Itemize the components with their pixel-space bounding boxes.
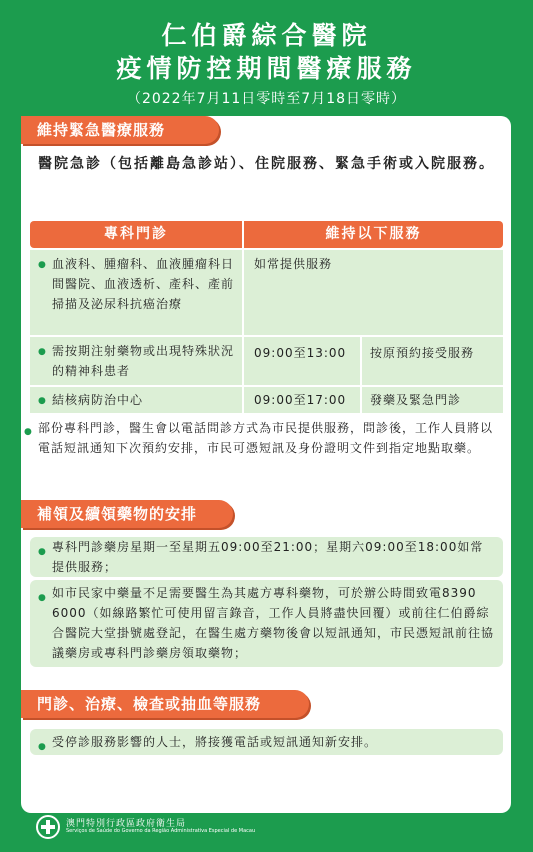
section-heading-outpatient: 門診、治療、檢查或抽血等服務 [21, 690, 309, 718]
row-1-dept-text: 血液科、腫瘤科、血液腫瘤科日間醫院、血液透析、產科、產前掃描及泌尿科抗癌治療 [52, 257, 235, 311]
list-item [30, 580, 503, 667]
date-range-subtitle: （2022年7月11日零時至7月18日零時） [126, 91, 407, 107]
service-table-header [30, 221, 503, 248]
bullet-icon: ● [38, 396, 47, 406]
section-heading-medication: 補領及續領藥物的安排 [21, 500, 233, 528]
table-header-services: 維持以下服務 [325, 226, 422, 242]
bullet-icon: ● [38, 260, 47, 270]
note-text: 部份專科門診，醫生會以電話問診方式為市民提供服務，問診後，工作人員將以電話短訊通知下次預約安排，市民可憑短訊及身份證明文件到指定地點取藥。 [38, 421, 494, 455]
list-item [30, 537, 503, 577]
row-3-time-text: 09:00至17:00 [254, 393, 347, 407]
health-bureau-logo-icon [36, 815, 60, 839]
table-row-1-service [244, 250, 503, 335]
section-heading-emergency: 維持緊急醫療服務 [21, 116, 219, 144]
bullet-icon: ● [38, 547, 47, 557]
phone-consultation-note [24, 418, 496, 458]
page-title-line1: 仁伯爵綜合醫院 [161, 21, 372, 50]
bullet-icon: ● [24, 427, 33, 437]
row-2-dept-text: 需按期注射藥物或出現特殊狀況的精神科患者 [52, 344, 235, 378]
outpatient-item-1-text: 受停診服務影響的人士，將接獲電話或短訊通知新安排。 [52, 735, 378, 749]
table-row-2-service [362, 337, 503, 385]
footer-org-pt: Serviços de Saúde do Governo da Região Administrativa Especial de Macau [66, 828, 256, 834]
row-3-dept-text: 結核病防治中心 [52, 393, 144, 407]
table-row-3-dept [30, 387, 242, 413]
table-header-specialty: 專科門診 [104, 226, 168, 242]
list-item [30, 729, 503, 755]
table-row-1-dept [30, 250, 242, 335]
row-2-service-text: 按原預約接受服務 [370, 346, 475, 360]
row-3-service-text: 發藥及緊急門診 [370, 393, 462, 407]
table-row-2-time [244, 337, 360, 385]
bullet-icon: ● [38, 347, 47, 357]
table-row-3-time [244, 387, 360, 413]
table-row-2-dept [30, 337, 242, 385]
emergency-intro-text: 醫院急診（包括離島急診站）、住院服務、緊急手術或入院服務。 [38, 156, 495, 172]
row-2-time-text: 09:00至13:00 [254, 346, 347, 360]
medication-item-1-text: 專科門診藥房星期一至星期五09:00至21:00；星期六09:00至18:00如常提供服務； [52, 540, 484, 574]
footer-org-zh: 澳門特別行政區政府衛生局 [66, 819, 187, 829]
medication-item-2-text: 如市民家中藥量不足需要醫生為其處方專科藥物，可於辦公時間致電8390 6000（如線路繁忙可使用留言錄音，工作人員將盡快回覆）或前往仁伯爵綜合醫院大堂掛號處登記，在醫生處方藥物後會以短訊通知，市民憑短訊前往協議藥房或專科門診藥房領取藥物； [52, 586, 495, 660]
table-row-3-service [362, 387, 503, 413]
row-1-service-text: 如常提供服務 [254, 257, 333, 271]
bullet-icon: ● [38, 742, 47, 752]
page-title-line2: 疫情防控期間醫療服務 [116, 54, 417, 83]
bullet-icon: ● [38, 593, 47, 603]
